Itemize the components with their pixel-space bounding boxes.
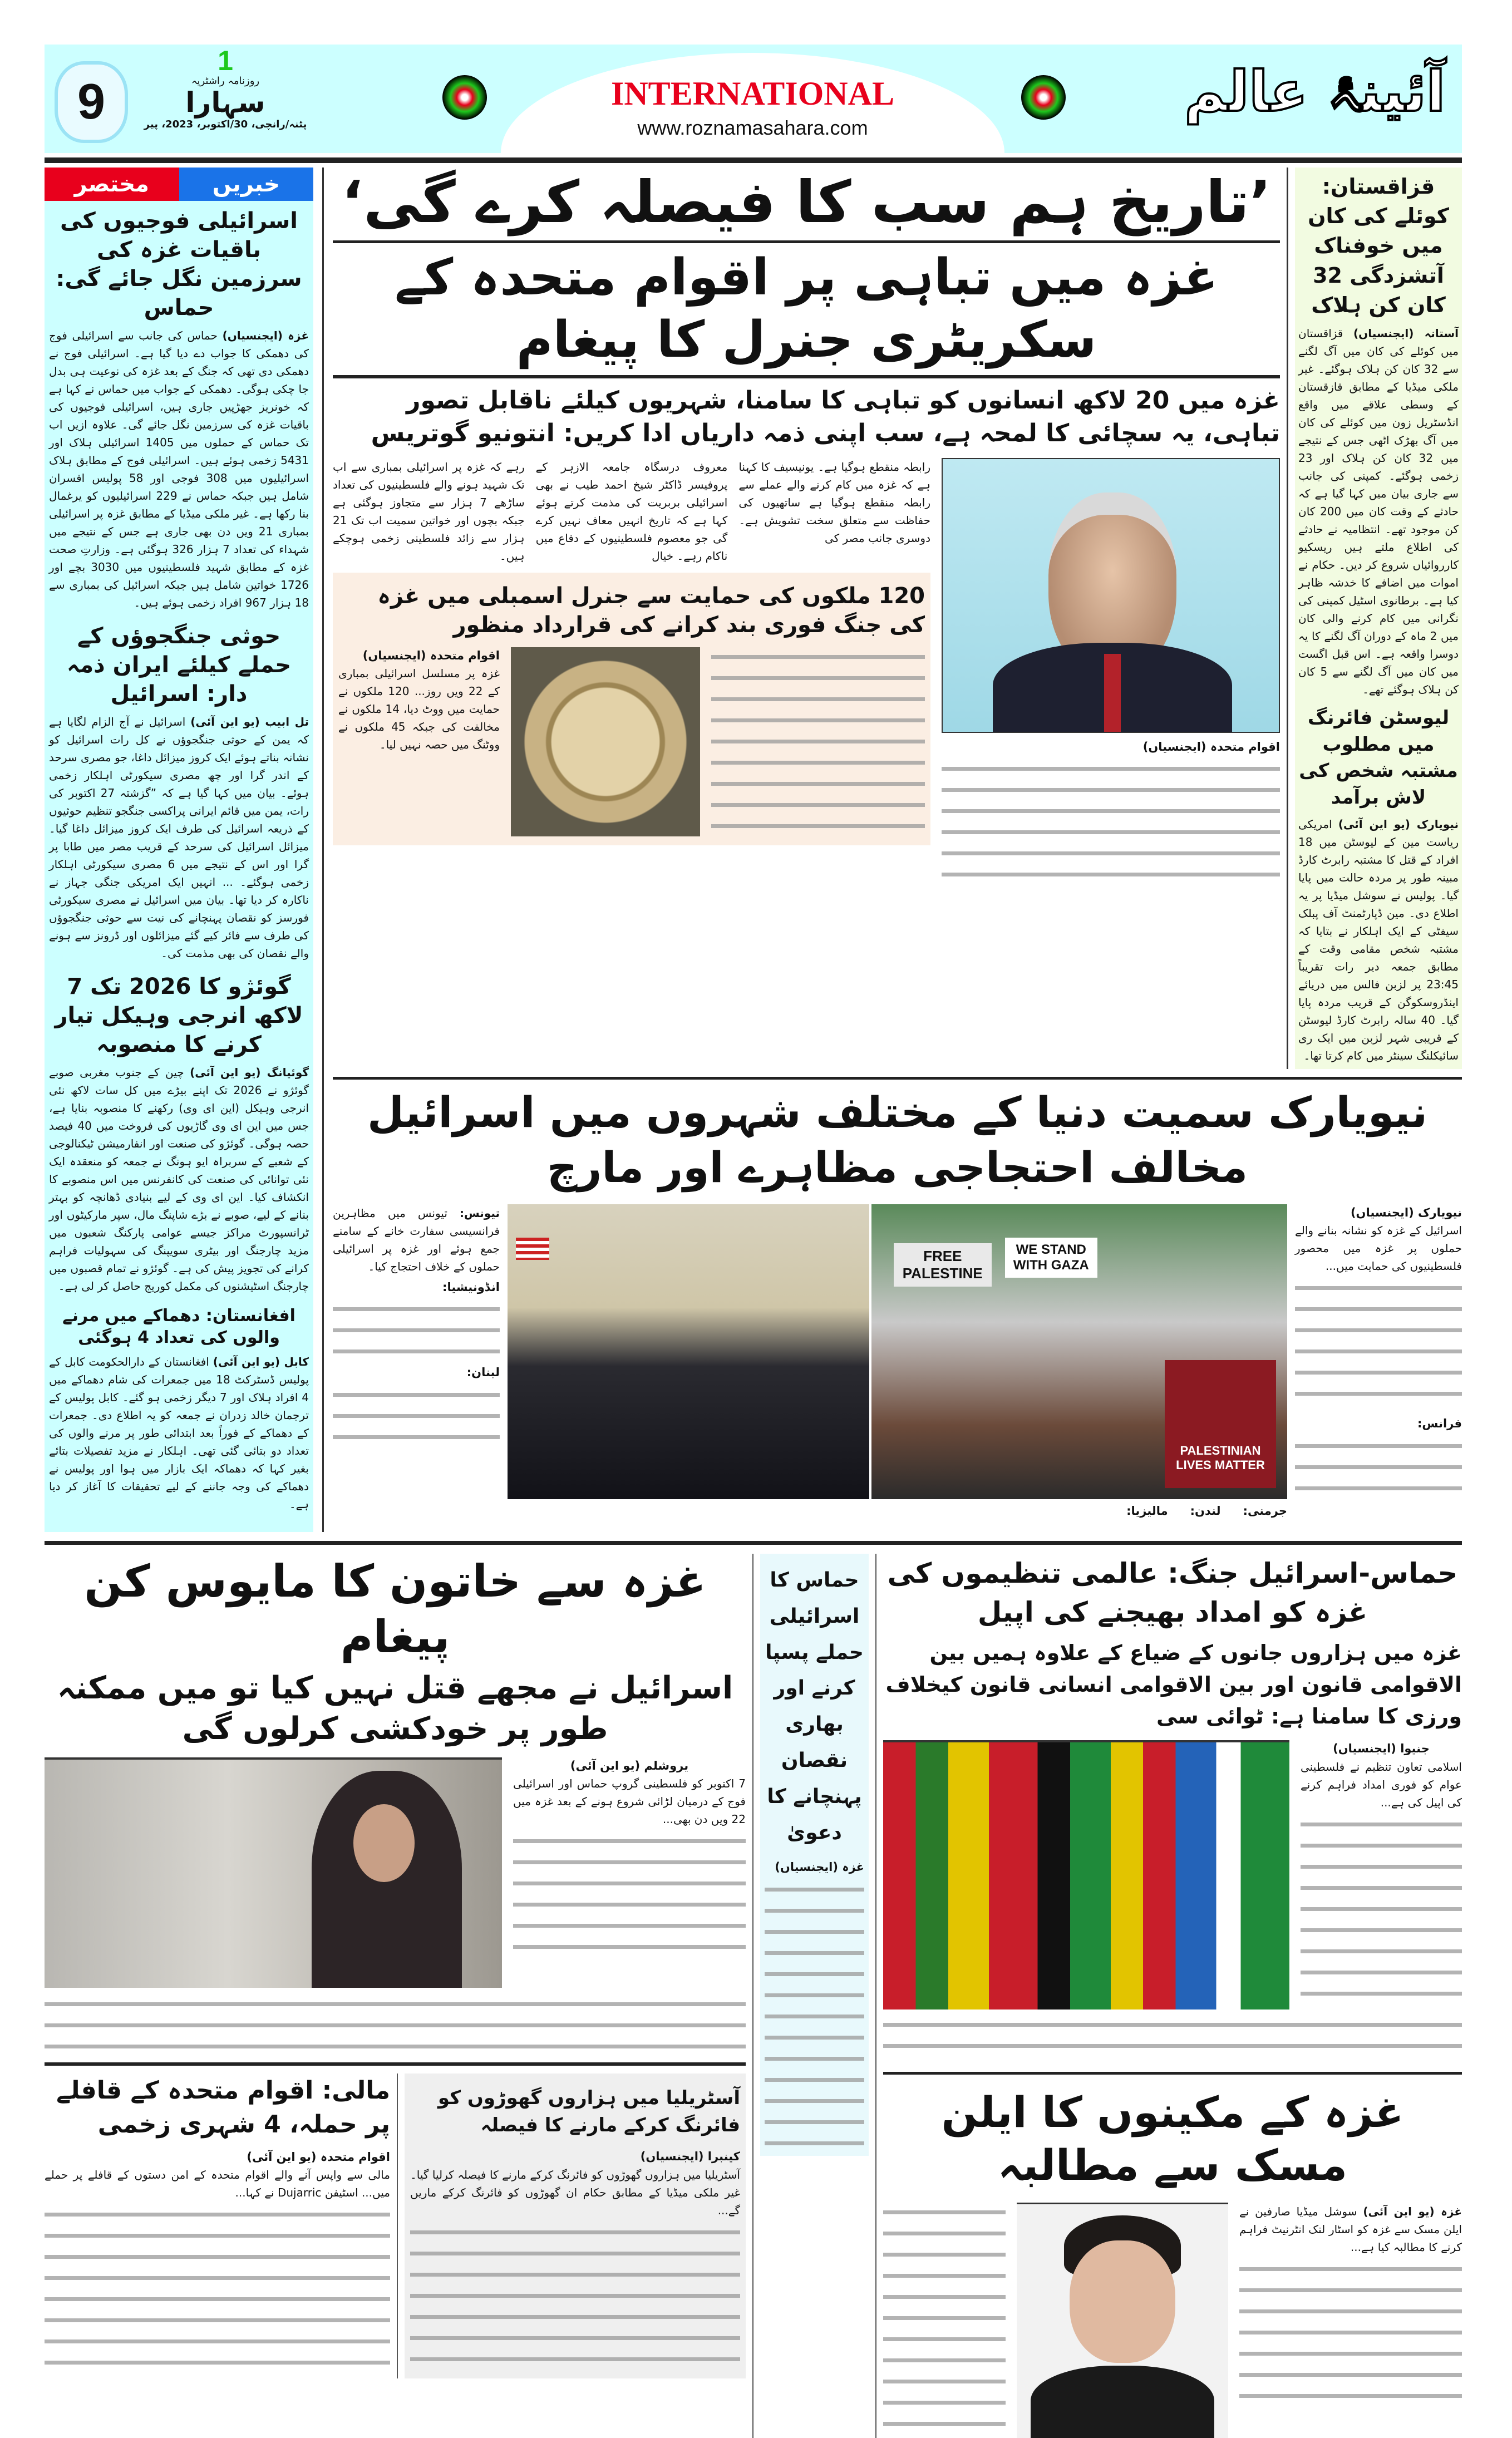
- un-resolution-box: [333, 573, 930, 845]
- flags-photo: [883, 1740, 1289, 2009]
- grand-central-photo: [508, 1204, 869, 1499]
- column-divider: [752, 1554, 753, 2438]
- lead-body-columns: [333, 458, 930, 565]
- body-text-lines: [1239, 2259, 1462, 2415]
- bottom-section: [45, 1554, 1462, 2438]
- masthead: [45, 45, 1462, 153]
- lewiston-headline: لیوسٹن فائرنگ میں مطلوب مشتبہ شخص کی لاش برآمد: [1299, 706, 1458, 809]
- gaza-woman-photo: [45, 1757, 502, 1988]
- portrait-tie: [1104, 654, 1121, 732]
- musk-photo: [1017, 2203, 1228, 2438]
- war-appeal-row: [883, 1740, 1462, 2009]
- bottom-right-block: [883, 1554, 1462, 2438]
- australia-story: [405, 2073, 746, 2378]
- column-divider: [397, 2073, 398, 2378]
- body-text-lines: [333, 1299, 500, 1361]
- bottom-left-block: [45, 1554, 746, 2438]
- story-dateline: غزہ (ایجنسیاں): [222, 329, 309, 342]
- brief-news-column: [45, 168, 313, 1532]
- war-appeal-text: [1301, 1740, 1462, 2009]
- main-area: [333, 168, 1462, 1532]
- story-headline: گوئژو کا 2026 تک 7 لاکھ انرجی وہیکل تیار کرنے کا منصوبہ: [55, 974, 303, 1057]
- protests-photo-row: [508, 1204, 1287, 1499]
- body-text-lines: [1301, 1815, 1462, 2009]
- portrait-face: [1070, 2240, 1175, 2363]
- body-text-lines: [45, 1994, 746, 2056]
- body-text-lines: [1295, 1436, 1462, 1498]
- paper-logo: [142, 47, 309, 131]
- mali-dateline: اقوام متحدہ (یو این آئی): [247, 2150, 390, 2164]
- side-column: [1295, 168, 1462, 1069]
- protest-body: تیونس میں مظاہرین فرانسیسی سفارت خانے کے سامنے جمع ہوئے اور غزہ پر اسرائیلی حملوں کے خلاف احتجاج کیا۔: [333, 1206, 500, 1273]
- un-resolution-text: [338, 647, 500, 754]
- story-body: افغانستان کے دارالحکومت کابل کے پولیس ڈسٹرکٹ 18 میں جمعرات کی شام دھماکے میں 4 افراد ہلاک اور 7 دیگر زخمی ہو گئے۔ کابل پولیس کے ترجمان خالد زدران نے جمعہ کو یہ اطلاع دی۔ جمعرات کے دھماکے کے فوراً بعد ابتدائی طور پر مرنے والوں کی تعداد دو بتائی گئی تھی۔ اہلکار نے مزید تفصیلات بتائے بغیر کہا کہ دھماکہ ایک بازار میں ہوا اور پولیس نے دھماکے کی وجہ جاننے کے لیے تحقیقات کا آغاز کر دیا ہے۔: [49, 1355, 309, 1511]
- kazakhstan-headline: قزاقستان: کوئلے کی کان میں خوفناک آتشزدگی 32 کان کن ہلاک: [1308, 174, 1449, 317]
- section-rule: [883, 2072, 1462, 2075]
- section-dome: [501, 53, 1004, 153]
- lead-text-block: [333, 458, 930, 845]
- protest-dateline: لبنان:: [466, 1366, 500, 1380]
- lead-body-col-1: رابطہ منقطع ہوگیا ہے۔ یونیسیف کا کہنا ہے کہ غزہ میں کام کرنے والے عملے سے رابطہ منقطع ہوگیا ہے ساتھیوں کی حفاظت سے متعلق سخت تشویش ہے۔ دوسری جانب مصر کی: [738, 460, 930, 545]
- tab-brief: مختصر: [45, 168, 179, 201]
- headline-rule: [333, 375, 1280, 378]
- hamas-claim-headline: حماس کا اسرائیلی حملے پسپا کرنے اور بھاری نقصان پہنچانے کا دعویٰ: [765, 1569, 864, 1844]
- story-dateline: تل ابیب (یو این آئی): [190, 715, 309, 728]
- starburst-icon: [1021, 75, 1066, 120]
- lewiston-body: امریکی ریاست مین کے لیوسٹن میں 18 افراد کے قتل کا مشتبہ رابرٹ کارڈ مبینہ طور پر مردہ حالت میں پایا گیا۔ پولیس نے سوشل میڈیا پر یہ اطلاع دی۔ مین ڈپارٹمنٹ آف پبلک سیفٹی کے ایک اہلکار نے بتایا کہ مشتبہ شخص مقامی وقت کے مطابق جمعہ دیر رات تقریباً 23:45 پر لزبن فالس میں دریائے اینڈروسکوگن کے قریب مردہ پایا گیا۔ 40 سالہ رابرٹ کارڈ لیوسٹن کے قریبی شہر لزبن میں ایک ری سائیکلنگ سینٹر میں کام کرتا تھا۔: [1298, 817, 1459, 1063]
- story-headline: اسرائیلی فوجیوں کی باقیات غزہ کی سرزمین نگل جائے گی: حماس: [56, 208, 302, 321]
- kicker-rule: [333, 240, 1280, 243]
- protest-dateline: نیویارک (ایجنسیاں): [1350, 1205, 1462, 1219]
- protests-photo-captions: [508, 1503, 1287, 1520]
- story-body: چین کے جنوب مغربی صوبے گوئژو نے 2026 تک اپنے بیڑے میں کل سات لاکھ نئی انرجی وہیکل (این ای وی) رکھنے کا منصوبہ بنایا ہے، جس میں این ای وی گاڑیوں کی فروخت میں 40 فیصد حصہ ہوگی۔ گوئژو کی صنعت اور انفارمیشن ٹیکنالوجی کے شعبے کے سربراہ ایو ہونگ نے جمعہ کو منعقدہ ایک نئی توانائی کی صنعت کی کانفرنس میں اس منصوبے کا انکشاف کیا۔ این ای وی کے لیے بنیادی ڈھانچہ کو بہتر بنانے کے لیے، صوبے نے بڑے شاپنگ مال، سپر مارکیٹوں اور ٹرانسپورٹ مراکز جیسے عوامی پارکنگ شعبوں میں مزید چارجنگ اور بیٹری سویپنگ کی سہولیات فراہم کرانے کی تجویز پیش کی ہے۔ گوئژو نے تمام قصبوں میں چارجنگ اسٹیشنوں کی مکمل کوریج حاصل کر لی ہے۔: [49, 1066, 309, 1293]
- protest-dateline: انڈونیشیا:: [442, 1280, 500, 1294]
- gaza-woman-dateline: یروشلم (یو این آئی): [570, 1759, 689, 1772]
- gaza-woman-row: [45, 1757, 746, 1988]
- musk-dateline: غزہ (یو این آئی): [1363, 2205, 1462, 2218]
- lead-body-row: [333, 458, 1280, 888]
- australia-dateline: کینبرا (ایجنسیاں): [640, 2150, 740, 2164]
- section-rule: [45, 1541, 1462, 1545]
- gaza-woman-headline: غزہ سے خاتون کا مایوس کن پیغام: [84, 1555, 706, 1663]
- protest-dateline: لندن:: [1190, 1504, 1221, 1518]
- lewiston-dateline: نیویارک (یو این آئی): [1338, 817, 1459, 831]
- gaza-woman-body: 7 اکتوبر کو فلسطینی گروپ حماس اور اسرائیلی فوج کے درمیان لڑائی شروع ہونے کے بعد غزہ میں 22 ویں دن بھی...: [513, 1777, 746, 1826]
- brief-story-2: [49, 622, 309, 962]
- un-resolution-dateline: اقوام متحدہ (ایجنسیاں): [362, 648, 500, 662]
- column-divider: [1287, 168, 1288, 1069]
- protest-body: اسرائیل کے غزہ کو نشانہ بنانے والے حملوں پر غزہ میں محصور فلسطینیوں کی حمایت میں...: [1295, 1224, 1462, 1273]
- war-appeal-headline: حماس-اسرائیل جنگ: عالمی تنظیموں کی غزہ کو امداد بھیجنے کی اپیل: [887, 1557, 1458, 1628]
- brief-story-3: [49, 972, 309, 1295]
- brief-story-4: [49, 1305, 309, 1513]
- body-text-lines: [1295, 1278, 1462, 1412]
- musk-body: سوشل میڈیا صارفین نے ایلن مسک سے غزہ کو اسٹار لنک انٹرنیٹ فراہم کرنے کا مطالبہ کیا ہے...: [1239, 2205, 1462, 2254]
- story-headline: حوثی جنگجوؤں کے حملے کیلئے ایران ذمہ دار: اسرائیل: [66, 623, 292, 707]
- kazakhstan-body: قزاقستان میں کوئلے کی کان میں آگ لگنے سے 32 کان کن ہلاک ہوگئے۔ غیر ملکی میڈیا کے مطابق قازقستان کے وسطی علاقے میں واقع انڈسٹریل زون میں کوئلے کی کان میں آگ بھڑک اٹھی جس کے نتیجے میں 32 کان کن ہلاک اور 23 زخمی ہوگئے۔ کمپنی کی جانب سے جاری بیان میں کہا گیا ہے کہ حادثے کے وقت کان میں 200 کان کن موجود تھے۔ انتظامیہ نے حادثے کی اطلاع ملتے ہیں ریسکیو کارروائیاں شروع کر دیں۔ حکام نے اموات میں اضافے کا خدشہ ظاہر کیا ہے۔ برطانوی اسٹیل کمپنی کی نگرانی میں کام کرنے والی کان میں 2 ماہ کے دوران آگ لگنے کا یہ دوسرا واقعہ ہے۔ اس قبل اگست میں کان میں آگ لگنے سے 5 کان کن ہلاک ہوگئے تھے۔: [1298, 326, 1459, 696]
- un-resolution-body: غزہ پر مسلسل اسرائیلی بمباری کے 22 ویں روز... 120 ملکوں نے حمایت میں ووٹ دیا، 14 ملکوں نے مخالفت کی جبکہ 45 ملکوں نے ووٹنگ میں حصہ نہیں لیا۔: [338, 667, 500, 752]
- masthead-rule: [45, 157, 1462, 163]
- lead-subhead: غزہ میں 20 لاکھ انسانوں کو تباہی کا سامنا، شہریوں کیلئے ناقابل تصور تباہی، یہ سچائی کا لمحہ ہے، سب اپنی ذمہ داریاں ادا کریں: انتونیو گوتریس: [371, 386, 1280, 448]
- mali-body: مالی سے واپس آنے والے اقوام متحدہ کے امن دستوں کے قافلے پر حملے میں... اسٹیفن Dujarric نے کہا...: [45, 2168, 390, 2200]
- protests-text-right: [1295, 1204, 1462, 1498]
- paper-name: سہارا: [185, 86, 265, 119]
- guterres-caption-area: [942, 738, 1280, 888]
- body-text-lines: [765, 1880, 864, 2147]
- lead-row: [333, 168, 1462, 1069]
- section-rule: [45, 2062, 746, 2066]
- lead-headline: غزہ میں تباہی پر اقوام متحدہ کے سکریٹری جنرل کا پیغام: [395, 248, 1218, 370]
- section-title-en: INTERNATIONAL: [611, 75, 894, 112]
- australia-headline: آسٹریلیا میں ہزاروں گھوڑوں کو فائرنگ کرکے مارنے کا فیصلہ: [437, 2086, 740, 2136]
- lead-body-col-3: رہے کہ غزہ پر اسرائیلی بمباری سے اب تک شہید ہونے والے فلسطینیوں کی تعداد ساڑھے 7 ہزار سے متجاوز ہوگئی ہے جبکہ بچوں اور خواتین سمیت اب تک 21 ہزار سے زائد فلسطینی زخمی ہوچکے ہیں۔: [332, 460, 525, 563]
- protests-photos: [508, 1204, 1287, 1520]
- protest-dateline: مالیزیا:: [1126, 1504, 1168, 1518]
- protests-headline: نیویارک سمیت دنیا کے مختلف شہروں میں اسرائیل مخالف احتجاجی مظاہرے اور مارچ: [367, 1087, 1428, 1193]
- story-headline: افغانستان: دھماکے میں مرنے والوں کی تعداد 4 ہوگئی: [62, 1306, 295, 1347]
- paper-tagline: روزنامہ راشٹریہ: [191, 75, 260, 87]
- newspaper-page: [45, 0, 1462, 2438]
- starburst-icon: [442, 75, 487, 120]
- un-seal-photo: [511, 647, 700, 836]
- column-divider: [875, 1554, 876, 2438]
- hamas-claim-dateline: غزہ (ایجنسیاں): [775, 1860, 864, 1874]
- protest-sign: WE STAND WITH GAZA: [1005, 1238, 1097, 1278]
- brief-news-tabs: [45, 168, 313, 201]
- kazakhstan-dateline: آستانہ (ایجنسیاں): [1353, 326, 1459, 340]
- us-flag: [516, 1238, 549, 1260]
- gaza-woman-text: [513, 1757, 746, 1960]
- un-resolution-headline: 120 ملکوں کی حمایت سے جنرل اسمبلی میں غزہ کی جنگ فوری بند کرانے کی قرارداد منظور: [377, 583, 925, 638]
- guterres-photo: [942, 458, 1280, 733]
- body-text-lines: [333, 1385, 500, 1446]
- guterres-photo-block: [942, 458, 1280, 888]
- rally-photo: [871, 1204, 1287, 1499]
- lead-kicker: ’تاریخ ہم سب کا فیصلہ کرے گی‘: [341, 168, 1272, 236]
- protest-dateline: فرانس:: [1417, 1417, 1462, 1431]
- musk-row: [883, 2203, 1462, 2438]
- war-appeal-subhead: غزہ میں ہزاروں جانوں کے ضیاع کے علاوہ ہمیں بین الاقوامی قانون اور بین الاقوامی انسانی قانون کیخلاف ورزی کا سامنا ہے: ٹوائی سی: [885, 1641, 1462, 1728]
- mali-australia-row: [45, 2073, 746, 2378]
- protest-sign: FREE PALESTINE: [894, 1243, 992, 1287]
- musk-text-right: [1239, 2203, 1462, 2415]
- hamas-claim-column: [760, 1554, 869, 2156]
- body-text-lines: [711, 647, 925, 836]
- lead-body-col-2: معروف درسگاہ جامعہ الازہر کے پروفیسر ڈاکٹر شیخ احمد طیب نے بھی اسرائیلی بربریت کی مذمت کرتے ہوئے کہا ہے کہ تاریخ انہیں معاف نہیں کرے گی جو معصوم فلسطینیوں کے دفاع میں ناکام رہے۔ خیال: [535, 460, 728, 563]
- war-appeal-dateline: جنیوا (ایجنسیاں): [1333, 1742, 1430, 1755]
- photo-dateline: اقوام متحدہ (ایجنسیاں): [1142, 740, 1280, 753]
- story-dateline: گوئیانگ (یو این آئی): [190, 1066, 309, 1079]
- top-section: [45, 168, 1462, 1532]
- protest-dateline: جرمنی:: [1243, 1504, 1287, 1518]
- protests-text-left: [333, 1204, 500, 1446]
- edition-date: پٹنہ/رانچی، 30/اکتوبر، 2023، پیر: [144, 119, 307, 131]
- story-body: حماس کی جانب سے اسرائیلی فوج کی دھمکی کا جواب دے دیا گیا ہے۔ اسرائیلی فوج نے دھمکی دی تھی کہ جنگ کے بعد غزہ کی نوعیت ہی بدل جا چکی ہوگی۔ دھمکی کے جواب میں حماس نے کہا ہے کہ خونریز جھڑپیں جاری ہیں، اسرائیلی فوجیوں کی باقیات غزہ کی سرزمین نگل جائے گی۔ علاوہ ازیں اب تک حماس کے حملوں میں 1405 اسرائیلی ہلاک اور 5431 زخمی ہوئے ہیں۔ اسرائیلی فوج کے مطابق ہلاک اسرائیلیوں میں 308 فوجی اور 58 پولیس افسران شامل ہیں جبکہ حماس نے 229 اسرائیلیوں کو یرغمال بنا رکھا ہے۔ غیر ملکی میڈیا کے مطابق غزہ پر اسرائیلی بمباری 21 ویں دن بھی جاری ہے جس کے نتیجے میں شہداء کی تعداد 7 ہزار 326 ہوگئی ہے۔ وزارتِ صحت غزہ کے مطابق شہید فلسطینیوں میں 3030 بچے اور 1726 خواتین شامل ہیں جبکہ اسرائیل کی بمباری سے 18 ہزار 967 افراد زخمی ہوئے ہیں۔: [49, 329, 309, 609]
- tab-news: خبریں: [179, 168, 314, 201]
- page-number: 9: [55, 61, 128, 143]
- section-title-ur: آئینۂ عالم: [1184, 59, 1445, 124]
- portrait-suit: [1031, 2366, 1214, 2438]
- protest-banner: PALESTINIAN LIVES MATTER: [1165, 1360, 1276, 1488]
- column-divider: [322, 168, 324, 1532]
- un-resolution-content: [338, 647, 925, 836]
- war-appeal-body: اسلامی تعاون تنظیم نے فلسطینی عوام کو فوری امداد فراہم کرنے کی اپیل کی ہے...: [1301, 1760, 1462, 1809]
- body-text-lines: [883, 2203, 1006, 2436]
- body-text-lines: [513, 1831, 746, 1959]
- body-text-lines: [410, 2223, 740, 2367]
- body-text-lines: [942, 759, 1280, 887]
- section-rule: [333, 1077, 1462, 1080]
- protests-row: [333, 1204, 1462, 1520]
- australia-body: آسٹریلیا میں ہزاروں گھوڑوں کو فائرنگ کرکے مارنے کا فیصلہ کرلیا گیا۔ غیر ملکی میڈیا کے مطابق حکام ان گھوڑوں کو فائرنگ کرکے ماریں گے...: [410, 2168, 740, 2217]
- musk-headline: غزہ کے مکینوں کا ایلن مسک سے مطالبہ: [941, 2087, 1404, 2190]
- body-text-lines: [883, 2015, 1462, 2065]
- mali-headline: مالی: اقوام متحدہ کے قافلے پر حملہ، 4 شہری زخمی: [56, 2076, 390, 2139]
- protest-dateline: تیونس:: [460, 1206, 500, 1220]
- story-body: اسرائیل نے آج الزام لگایا ہے کہ یمن کے حوثی جنگجوؤں نے کل رات اسرائیل کو نشانہ بناتے ہوئے ایک کروز میزائل داغا، جو مصری سرحد کے اندر گرا اور چھ مصری سیکورٹی اہلکار زخمی ہوئے۔ بیان میں کہا گیا ہے کہ ”گزشتہ 27 اکتوبر کی رات، یمن میں قائم ایرانی پراکسی جنگجو تنظیم حوثیوں کے ذریعہ اسرائیل کی طرف ایک کروز میزائل داغا گیا۔ میزائل اسرائیل کی سرحد کے قریب مصر میں طابا پر گرا اور اس کے نتیجے میں 6 مصری سیکورٹی اہلکار زخمی ہوگئے۔ ... انہیں ایک امریکی جنگی جہاز نے ناکارہ کر دیا تھا۔ بیان میں اسرائیل نے مصری سیکورٹی فورسز کو نقصان پہنچانے کی نیت سے حوثی جنگجوؤں کی طرف سے فائر کیے گئے میزائلوں اور ڈرونز سے ہونے والے نقصان کی بھی مذمت کی۔: [49, 715, 309, 960]
- story-dateline: کابل (یو این آئی): [213, 1355, 309, 1368]
- gaza-woman-subhead: اسرائیل نے مجھے قتل نہیں کیا تو میں ممکنہ طور پر خودکشی کرلوں گی: [57, 1670, 733, 1747]
- brief-story-1: [49, 206, 309, 612]
- body-text-lines: [45, 2205, 390, 2372]
- woman-face: [353, 1804, 415, 1882]
- website-link[interactable]: www.roznamasahara.com: [637, 116, 868, 139]
- lead-story: [333, 168, 1280, 1069]
- mali-story: [45, 2073, 390, 2378]
- logo-numeral: 1: [218, 45, 233, 76]
